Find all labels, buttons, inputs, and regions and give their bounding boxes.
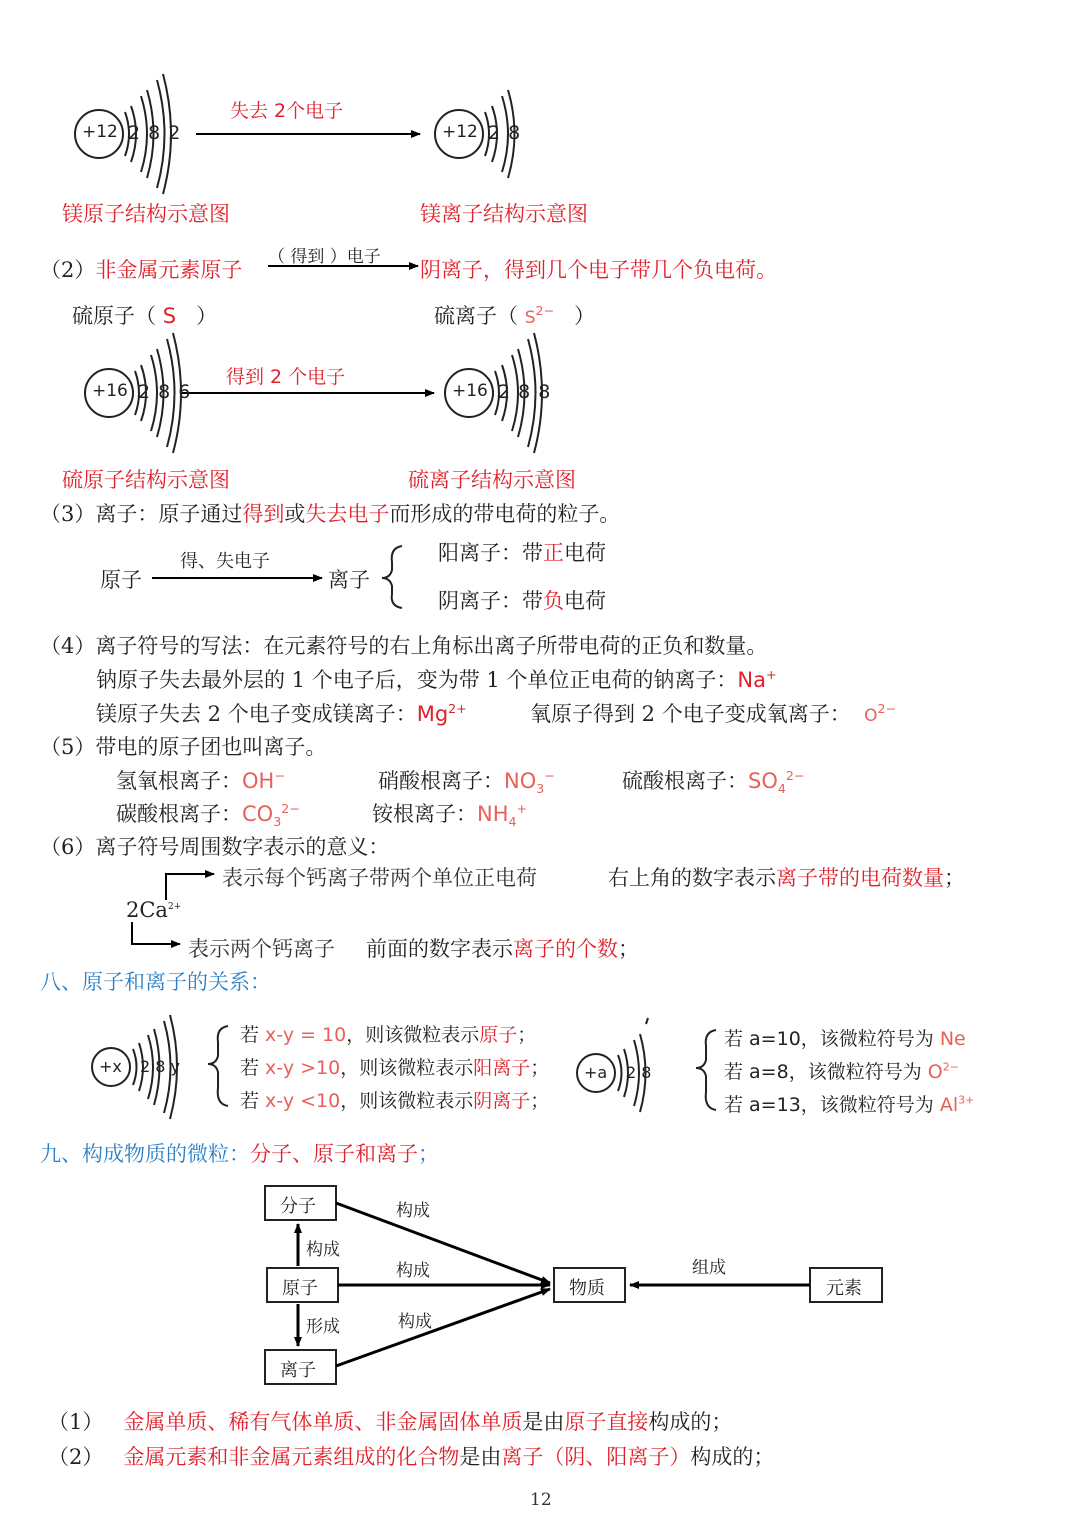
label-compose-3: 构成 [398,1312,432,1332]
mg-ion-nucleus: +12 [442,122,478,142]
a-equals-8: 若 a=8，该微粒符号为 $O^{2-}$ [724,1060,959,1083]
s-atom-caption: 硫原子结构示意图 [62,468,230,492]
mg-ion-caption: 镁离子结构示意图 [420,202,588,226]
box-molecule: 分子 [280,1196,316,1217]
so4-line: 硫酸根离子：$SO_4^{2-}$ [622,768,805,797]
a-equals-13: 若 a=13，该微粒符号为 $Al^{3+}$ [724,1093,975,1116]
ion-symbol-rule: （4）离子符号的写法：在元素符号的右上角标出离子所带电荷的正负和数量。 [40,634,768,658]
page-number: 12 [530,1490,552,1510]
na-line: 钠原子失去最外层的 1 个电子后，变为带 1 个单位正电荷的钠离子：Na+ [96,667,777,692]
label-compose-1: 构成 [396,1201,430,1221]
box-ion: 离子 [280,1360,316,1381]
box-atom: 原子 [282,1278,318,1299]
ca-bottom-meaning: 表示两个钙离子 [188,937,335,961]
rule-brace-right [696,1030,716,1110]
anion-line: 阴离子：带负电荷 [438,589,606,613]
s-ion-shells: 2 8 8 [498,381,552,403]
meaning-title: （6）离子符号周围数字表示的意义： [40,835,390,859]
x-atom-shells: 2 8 y [140,1057,180,1076]
label-group: 组成 [692,1258,726,1278]
a-equals-10: 若 a=10，该微粒符号为 Ne [724,1028,966,1050]
s-atom-shells: 2 8 6 [138,381,192,403]
front-number-note: 前面的数字表示离子的个数； [366,937,639,961]
note-2: （2） 金属元素和非金属元素组成的化合物是由离子（阴、阳离子）构成的； [48,1445,775,1469]
s-ion-symbol-line: 硫离子（ $S^{2-}$ ） [434,303,596,328]
ca-top-meaning: 表示每个钙离子带两个单位正电荷 [222,866,537,890]
section-8-title: 八、原子和离子的关系： [40,970,271,994]
cation-line: 阳离子：带正电荷 [438,541,606,565]
ion-brace [382,546,402,608]
flow-arrow-label: 得、失电子 [180,551,270,572]
a-atom-nucleus: +a [584,1063,608,1082]
nonmetal-line: （2）非金属元素原子 [40,258,243,282]
box-substance: 物质 [569,1278,605,1299]
box-element: 元素 [826,1278,862,1299]
rule-equal: 若 x-y = 10，则该微粒表示原子； [240,1024,537,1046]
s-ion-caption: 硫离子结构示意图 [408,468,576,492]
s-atom-nucleus: +16 [92,381,128,401]
co3-line: 碳酸根离子：$CO_3^{2-}$ [116,801,300,830]
nh4-line: 铵根离子：$NH_4^+$ [372,801,528,830]
mg-atom-nucleus: +12 [82,122,118,142]
rule-greater: 若 x-y >10，则该微粒表示阳离子； [240,1057,550,1079]
oh-line: 氢氧根离子：OH− [116,768,285,793]
mg-arrow-label: 失去 2个电子 [230,100,344,122]
top-number-note: 右上角的数字表示离子带的电荷数量； [608,866,965,890]
note-1: （1） 金属单质、稀有气体单质、非金属固体单质是由原子直接构成的； [48,1410,733,1434]
flow-ion-label: 离子 [328,568,370,592]
label-form: 形成 [306,1317,340,1337]
mg-atom-caption: 镁原子结构示意图 [62,202,230,226]
mg-atom-shells: 2 8 2 [128,122,182,144]
s-atom-symbol-line: 硫原子（ S ） [72,304,218,328]
x-atom-nucleus: +x [99,1057,122,1076]
label-compose-up: 构成 [306,1240,340,1260]
ion-definition: （3）离子：原子通过得到或失去电子而形成的带电荷的粒子。 [40,502,621,526]
s-arrow-label: 得到 2 个电子 [226,366,346,388]
rule-less: 若 x-y <10，则该微粒表示阴离子； [240,1090,550,1112]
rule-brace-left [208,1026,228,1106]
a-atom-shells: 2 8 [626,1063,652,1082]
ca-symbol: $2Ca^{2+}$ [126,898,182,922]
flow-atom-label: 原子 [100,568,142,592]
nonmetal-arrow-label: （ 得到 ）电子 [268,247,381,267]
mg-ion-line: 镁原子失去 2 个电子变成镁离子：$Mg^{2+}$ [96,701,467,726]
s-ion-nucleus: +16 [452,381,488,401]
section-9-title: 九、构成物质的微粒：分子、原子和离子； [40,1142,439,1166]
polyatomic-title: （5）带电的原子团也叫离子。 [40,735,327,759]
no3-line: 硝酸根离子：$NO_3^-$ [378,768,555,797]
nonmetal-result: 阴离子，得到几个电子带几个负电荷。 [420,258,777,282]
o-ion-line: 氧原子得到 2 个电子变成氧离子： $O^{2-}$ [530,701,897,726]
label-compose-2: 构成 [396,1261,430,1281]
mg-ion-shells: 2 8 [488,122,522,144]
